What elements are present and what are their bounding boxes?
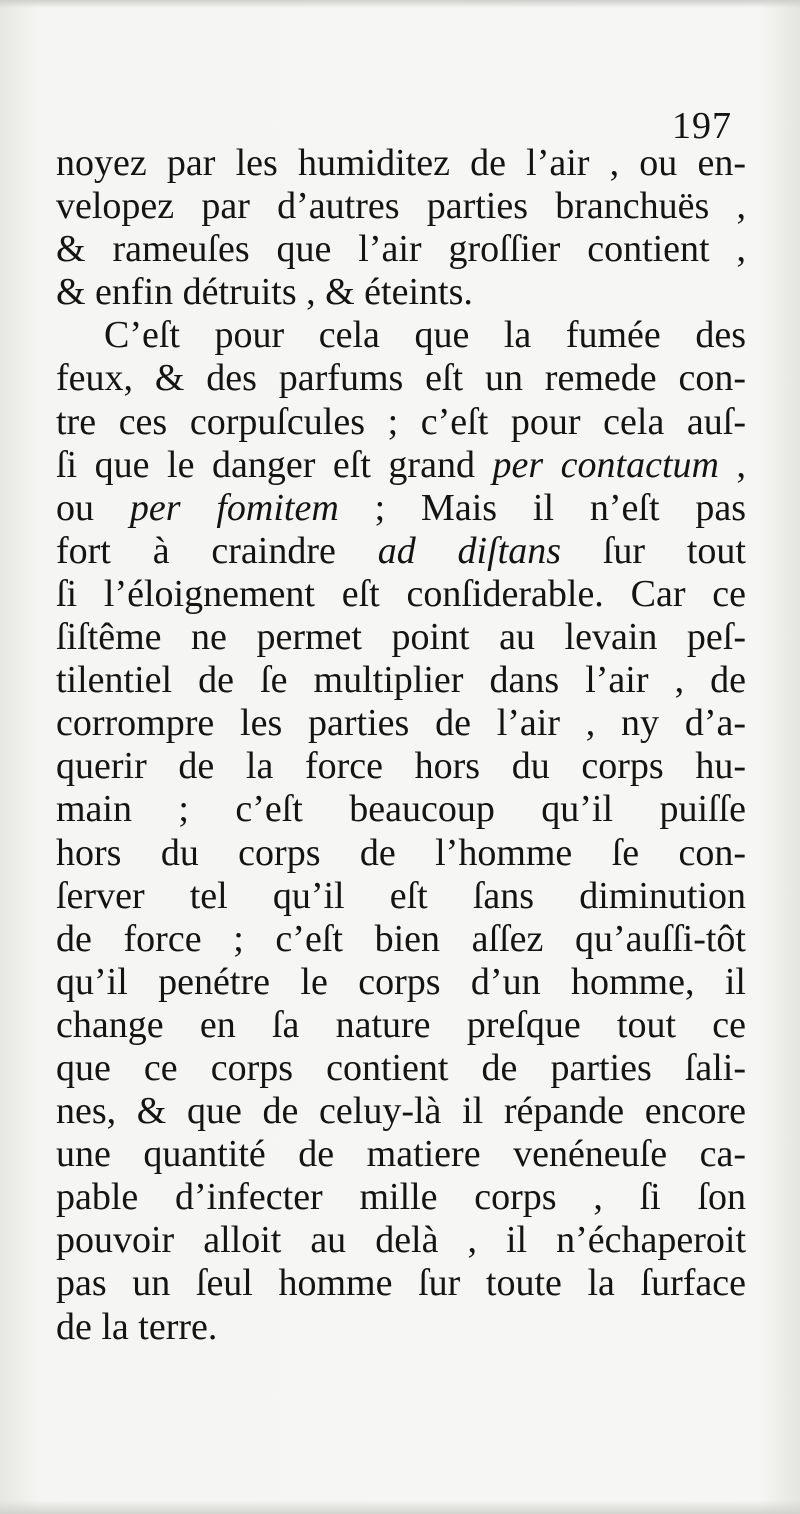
text-line: velopez par d’autres parties branchuës ,: [56, 185, 746, 228]
text-line: [56, 530, 746, 573]
text-line: [56, 487, 746, 530]
text-line: querir de la force hors du corps hu-: [56, 745, 746, 788]
text-line: hors du corps de l’homme ſe con-: [56, 831, 746, 874]
text-line: [56, 444, 746, 487]
page-bottom-edge-shadow: [0, 1500, 800, 1514]
text-line: de la terre.: [56, 1305, 218, 1348]
text-line: ſi l’éloignement eſt conſiderable. Car ce: [56, 572, 746, 615]
text-line: & rameuſes que l’air groſſier contient ,: [56, 228, 746, 271]
text-line: de force ; c’eſt bien aſſez qu’auſſi-tôt: [56, 917, 746, 960]
text-line: une quantité de matiere venéneuſe ca-: [56, 1133, 746, 1176]
text-span: fort à craindre: [56, 529, 378, 572]
text-line: corrompre les parties de l’air , ny d’a-: [56, 702, 746, 745]
text-line: tilentiel de ſe multiplier dans l’air , de: [56, 659, 746, 702]
text-line: noyez par les humiditez de l’air , ou en-: [56, 142, 746, 184]
text-line: qu’il penétre le corps d’un homme, il: [56, 960, 746, 1003]
text-span: ſi que le danger eſt grand: [56, 443, 493, 486]
body-text: [56, 142, 746, 1349]
latin-italic-phrase: per fomitem: [129, 486, 339, 529]
text-line: ſiſtême ne permet point au levain peſ-: [56, 616, 746, 659]
text-line: que ce corps contient de parties ſali-: [56, 1046, 746, 1089]
text-span: ,: [718, 443, 746, 486]
text-line: nes, & que de celuy-là il répande encore: [56, 1090, 746, 1133]
page-top-edge-shadow: [0, 0, 800, 8]
page-number: 197: [672, 105, 732, 147]
text-line: ſerver tel qu’il eſt ſans diminution: [56, 874, 746, 917]
text-line: pouvoir alloit au delà , il n’échaperoit: [56, 1219, 746, 1262]
text-line: feux, & des parfums eſt un remede con-: [56, 357, 746, 400]
text-line: change en ſa nature preſque tout ce: [56, 1003, 746, 1046]
text-span: ou: [56, 486, 130, 529]
text-line: main ; c’eſt beaucoup qu’il puiſſe: [56, 788, 746, 831]
text-line: pas un ſeul homme ſur toute la ſurface: [56, 1262, 746, 1305]
text-span: ſur tout: [561, 529, 746, 572]
latin-italic-phrase: ad diſtans: [377, 529, 561, 572]
text-line: pable d’infecter mille corps , ſi ſon: [56, 1176, 746, 1219]
latin-italic-phrase: per contactum: [492, 443, 719, 486]
paragraph-first-line: C’eſt pour cela que la fumée des: [104, 314, 746, 357]
text-line: tre ces corpuſcules ; c’eſt pour cela auſ-: [56, 400, 746, 443]
text-span: ; Mais il n’eſt pas: [338, 486, 746, 529]
text-line: & enfin détruits , & éteints.: [56, 271, 473, 314]
